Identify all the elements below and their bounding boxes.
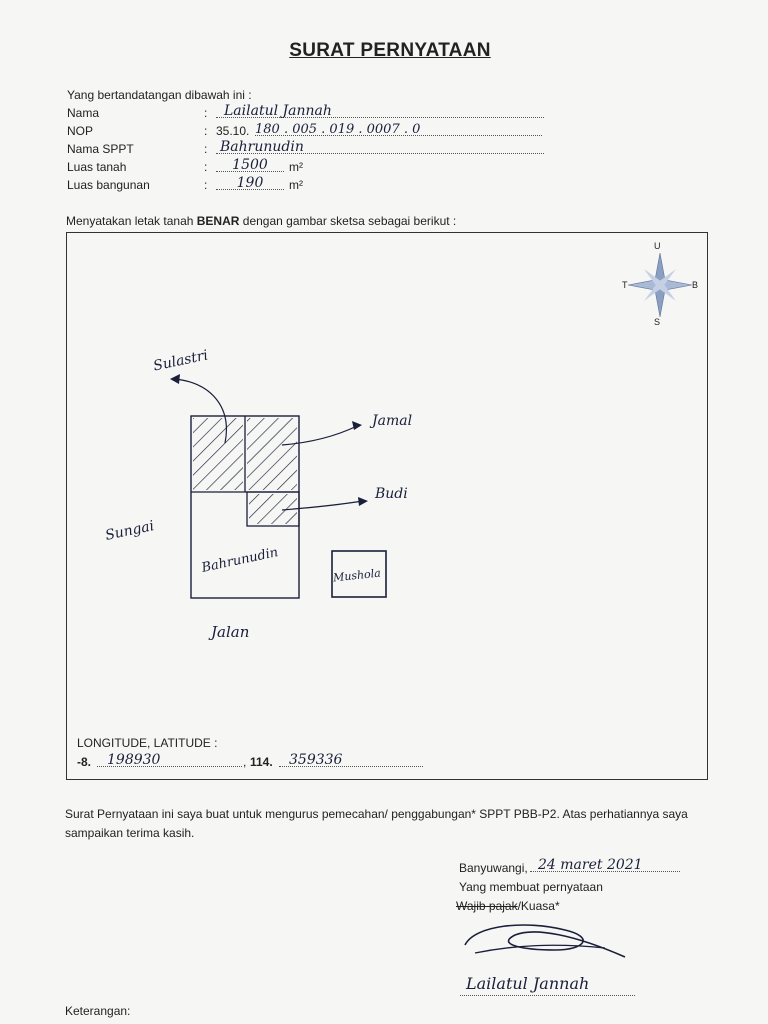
parcel-jamal: [247, 418, 297, 490]
nama-colon: :: [204, 106, 208, 120]
keterangan-label: Keterangan:: [65, 1004, 131, 1018]
nama-field: [216, 102, 544, 118]
signature-maker: Yang membuat pernyataan: [459, 880, 603, 894]
label-sulastri: Sulastri: [151, 347, 210, 375]
nop-value: 180 . 005 . 019 . 0007 . 0: [255, 122, 421, 137]
luas-bangunan-value: 190: [236, 175, 264, 191]
nama-label: Nama: [67, 106, 100, 120]
coords-label: LONGITUDE, LATITUDE :: [77, 736, 218, 750]
lon-prefix: 114.: [250, 755, 273, 769]
luas-tanah-colon: :: [204, 160, 208, 174]
lon-value: 359336: [289, 752, 343, 768]
label-budi: Budi: [375, 486, 408, 502]
signature-date-field: [530, 856, 680, 872]
label-sungai: Sungai: [103, 518, 156, 544]
statement-text: [66, 214, 456, 228]
compass-icon: [628, 253, 692, 317]
statement-prefix: Menyatakan letak tanah: [66, 214, 197, 228]
statement-suffix: dengan gambar sketsa sebagai berikut :: [239, 214, 457, 228]
nop-label: NOP: [67, 124, 94, 138]
sketch-drawing: [67, 233, 707, 779]
nop-field: [255, 120, 542, 136]
luas-tanah-label: Luas tanah: [67, 160, 127, 174]
sppt-colon: :: [204, 142, 208, 156]
lat-field: [97, 751, 242, 767]
label-jamal: Jamal: [372, 413, 413, 429]
compass-west: T: [622, 280, 628, 290]
signature-role: [456, 899, 560, 913]
sppt-value: Bahrunudin: [220, 139, 304, 155]
luas-bangunan-colon: :: [204, 178, 208, 192]
signature-name-line: [460, 995, 635, 996]
page-title: SURAT PERNYATAAN: [289, 40, 491, 61]
signature-name: Lailatul Jannah: [466, 974, 590, 993]
lon-field: [279, 751, 423, 767]
luas-bangunan-field: [216, 174, 284, 190]
compass-east: B: [692, 280, 699, 290]
signature-place: Banyuwangi,: [459, 861, 528, 875]
intro-text: Yang bertandatangan dibawah ini :: [67, 88, 252, 102]
footer-text: Surat Pernyataan ini saya buat untuk mengurus pemecahan/ penggabungan* SPPT PBB-P2. Atas perhatiannya saya sampaikan terima kasih.: [65, 807, 688, 840]
role-rest: /Kuasa*: [517, 899, 560, 913]
nop-prefix: 35.10.: [216, 124, 250, 138]
nama-value: Lailatul Jannah: [224, 103, 332, 119]
coords-separator: ,: [243, 755, 247, 769]
luas-tanah-field: [216, 156, 284, 172]
luas-tanah-value: 1500: [232, 157, 268, 173]
parcel-sulastri: [193, 418, 243, 490]
sppt-label: Nama SPPT: [67, 142, 134, 156]
signature-scribble: [455, 915, 635, 965]
luas-tanah-unit: m²: [289, 160, 303, 174]
nop-colon: :: [204, 124, 208, 138]
statement-bold: BENAR: [196, 214, 240, 228]
signature-date: 24 maret 2021: [538, 857, 643, 873]
compass-south: S: [654, 317, 661, 327]
label-jalan: Jalan: [211, 623, 250, 641]
role-struck: Wajib pajak: [456, 899, 518, 913]
luas-bangunan-label: Luas bangunan: [67, 178, 150, 192]
label-mushola: Mushola: [332, 566, 382, 585]
lat-prefix: -8.: [77, 755, 92, 769]
luas-bangunan-unit: m²: [289, 178, 303, 192]
sketch-box: [66, 232, 708, 780]
sppt-field: [216, 138, 544, 154]
label-bahrunudin: Bahrunudin: [200, 545, 280, 576]
lat-value: 198930: [107, 752, 161, 768]
compass-north: U: [654, 241, 661, 251]
